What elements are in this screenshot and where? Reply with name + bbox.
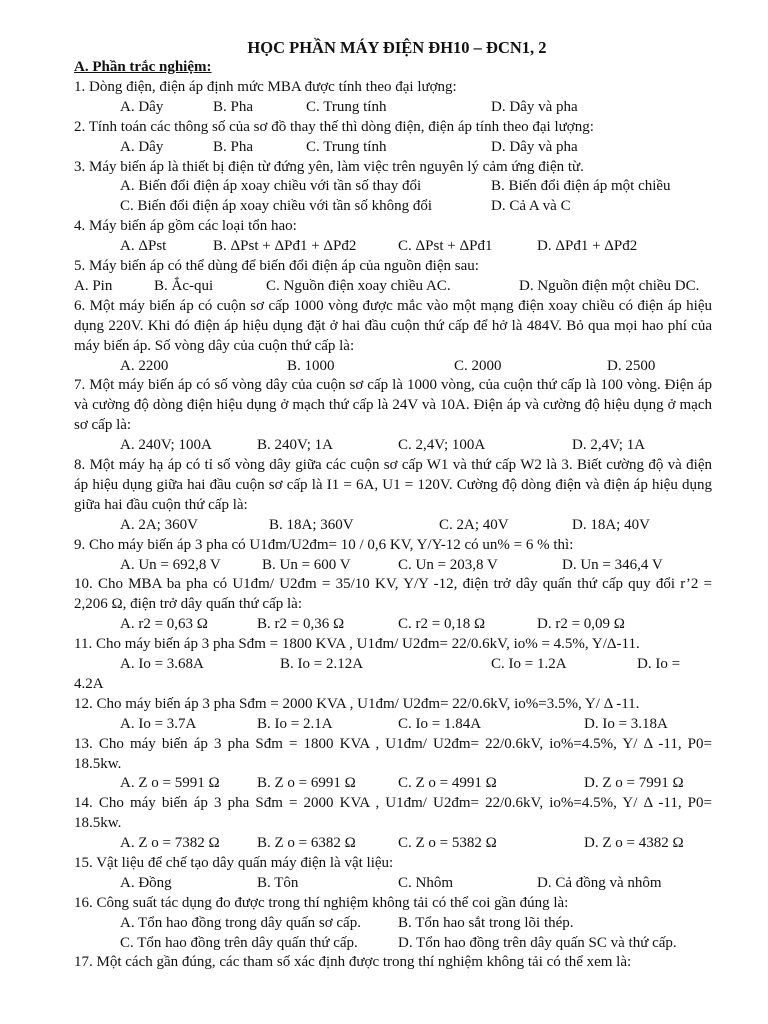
option-c: C. 2000	[454, 357, 502, 374]
option-b: B. Io = 2.12A	[280, 656, 364, 673]
option-b: B. 240V; 1A	[257, 437, 333, 454]
option-a: A. Z o = 7382 Ω	[120, 835, 220, 852]
option-c: C. Tổn hao đồng trên dây quấn thứ cấp.	[120, 934, 358, 951]
option-b: B. Pha	[213, 98, 254, 115]
option-d: D. Dây và pha	[491, 138, 578, 155]
option-c: C. Z o = 5382 Ω	[398, 835, 497, 852]
option-d: D. Z o = 7991 Ω	[584, 775, 684, 792]
question-4: 4. Máy biến áp gồm các loại tổn hao:	[74, 218, 297, 235]
question-2-options	[74, 138, 712, 158]
option-d: D. 2,4V; 1A	[572, 437, 646, 454]
question-6-options	[74, 357, 712, 377]
option-b: B. 18A; 360V	[269, 516, 354, 533]
option-a: A. 240V; 100A	[120, 437, 212, 454]
option-a: A. r2 = 0,63 Ω	[120, 616, 208, 633]
option-c: C. Io = 1.84A	[398, 715, 482, 732]
question-3-options-row1	[74, 177, 712, 197]
option-d: D. Tổn hao đồng trên dây quấn SC và thứ cấp.	[398, 934, 677, 951]
option-b: B. ΔPst + ΔPđ1 + ΔPđ2	[213, 238, 357, 255]
section-heading: A. Phần trắc nghiệm:	[74, 59, 212, 75]
option-c: C. r2 = 0,18 Ω	[398, 616, 486, 633]
question-5-options	[74, 277, 712, 297]
question-9-options	[74, 556, 712, 576]
option-a: A. Dây	[120, 138, 164, 155]
option-a: A. Z o = 5991 Ω	[120, 775, 220, 792]
option-c: C. Io = 1.2A	[491, 656, 567, 673]
option-b: B. Io = 2.1A	[257, 715, 333, 732]
question-1: 1. Dòng điện, điện áp định mức MBA được tính theo đại lượng:	[74, 78, 457, 95]
question-15-options	[74, 874, 712, 894]
option-d: D. Io = 3.18A	[584, 715, 668, 732]
option-d: D. Un = 346,4 V	[562, 556, 663, 573]
option-c: C. Biến đổi điện áp xoay chiều với tần số không đổi	[120, 198, 433, 215]
option-a: A. Dây	[120, 98, 164, 115]
option-a: A. ΔPst	[120, 238, 167, 255]
question-14-options	[74, 834, 712, 854]
question-5: 5. Máy biến áp có thể dùng để biến đổi điện áp của nguồn điện sau:	[74, 257, 479, 274]
question-13: 13. Cho máy biến áp 3 pha Sđm = 1800 KVA , U1đm/ U2đm= 22/0.6kV, io%=4.5%, Y/ Δ -11, P0= 18.5kw.	[74, 735, 712, 772]
question-8: 8. Một máy hạ áp có tỉ số vòng dây giữa các cuộn sơ cấp W1 và thứ cấp W2 là 3. Biết cường độ và điện áp hiệu dụng giữa hai đầu cuộn sơ cấp là I1 = 6A, U1 = 120V. Cường độ dòng điện và điện áp hiệu dụng giữa hai đầu cuộn thứ cấp là:	[74, 457, 712, 513]
question-4-options	[74, 237, 712, 257]
question-2: 2. Tính toán các thông số của sơ đồ thay thế thì dòng điện, điện áp tính theo đại lượng:	[74, 118, 594, 135]
option-c: C. Trung tính	[306, 98, 387, 115]
option-c: C. Nguồn điện xoay chiều AC.	[266, 277, 451, 294]
option-a: A. Un = 692,8 V	[120, 556, 221, 573]
question-7-options	[74, 436, 712, 456]
question-6: 6. Một máy biến áp có cuộn sơ cấp 1000 vòng được mắc vào một mạng điện xoay chiều có điện áp hiệu dụng 220V. Khi đó điện áp hiệu dụng đặt ở hai đầu cuộn thứ cấp để hở là 484V. Bỏ qua mọi hao phí của máy biến áp. Số vòng dây của cuộn thứ cấp là:	[74, 297, 712, 354]
option-b: B. r2 = 0,36 Ω	[257, 616, 345, 633]
option-b: B. 1000	[287, 357, 335, 374]
option-c: C. Trung tính	[306, 138, 387, 155]
question-10: 10. Cho MBA ba pha có U1đm/ U2đm = 35/10 KV, Y/Y -12, điện trở dây quấn thứ cấp quy đổi r’2 = 2,206 Ω, điện trở dây quấn thứ cấp là:	[74, 576, 712, 613]
question-12: 12. Cho máy biến áp 3 pha Sđm = 2000 KVA , U1đm/ U2đm= 22/0.6kV, io%=3.5%, Y/ Δ -11.	[74, 695, 640, 712]
question-10-options	[74, 615, 712, 635]
option-a: A. Biến đổi điện áp xoay chiều với tần số thay đổi	[120, 178, 422, 195]
option-a: A. Đồng	[120, 874, 172, 891]
option-a: A. Io = 3.68A	[120, 656, 204, 673]
option-c: C. 2A; 40V	[439, 516, 509, 533]
option-a: A. 2200	[120, 357, 169, 374]
option-c: C. Un = 203,8 V	[398, 556, 498, 573]
option-b: B. Z o = 6382 Ω	[257, 835, 356, 852]
option-a: A. Tổn hao đồng trong dây quấn sơ cấp.	[120, 914, 361, 931]
page-title: HỌC PHẦN MÁY ĐIỆN ĐH10 – ĐCN1, 2	[247, 38, 547, 57]
option-b: B. Tổn hao sắt trong lõi thép.	[398, 914, 574, 931]
question-1-options	[74, 98, 712, 118]
question-11-options	[74, 655, 712, 675]
option-b: B. Tôn	[257, 874, 299, 891]
question-17: 17. Một cách gần đúng, các tham số xác định được trong thí nghiệm không tải có thể xem là:	[74, 954, 632, 971]
question-16-options-row2	[74, 934, 712, 954]
option-d: D. Cả A và C	[491, 198, 571, 215]
option-d-value: 4.2A	[74, 675, 104, 692]
question-13-options	[74, 774, 712, 794]
option-c: C. Z o = 4991 Ω	[398, 775, 497, 792]
question-14: 14. Cho máy biến áp 3 pha Sđm = 2000 KVA , U1đm/ U2đm= 22/0.6kV, io%=4.5%, Y/ Δ -11, P0= 18.5kw.	[74, 795, 712, 832]
option-d: D. 18A; 40V	[572, 516, 650, 533]
option-d: D. Io =	[637, 656, 681, 673]
option-d: D. r2 = 0,09 Ω	[537, 616, 625, 633]
option-b: B. Ắc-qui	[154, 277, 214, 294]
option-d: D. 2500	[607, 357, 656, 374]
option-c: C. Nhôm	[398, 874, 454, 891]
option-d: D. Nguồn điện một chiều DC.	[519, 277, 700, 294]
question-16: 16. Công suất tác dụng đo được trong thí nghiệm không tải có thể coi gần đúng là:	[74, 894, 569, 911]
option-d: D. Dây và pha	[491, 98, 578, 115]
option-c: C. 2,4V; 100A	[398, 437, 486, 454]
option-d: D. Cả đồng và nhôm	[537, 874, 662, 891]
question-7: 7. Một máy biến áp có số vòng dây của cuộn sơ cấp là 1000 vòng, của cuộn thứ cấp là 100 vòng. Điện áp và cường độ dòng điện hiệu dụng ở mạch thứ cấp là 24V và 10A. Điện áp và cường độ hiệu dụng ở mạch sơ cấp là:	[74, 377, 712, 434]
question-12-options	[74, 715, 712, 735]
option-c: C. ΔPst + ΔPđ1	[398, 238, 493, 255]
option-d: D. Z o = 4382 Ω	[584, 835, 684, 852]
option-b: B. Pha	[213, 138, 254, 155]
question-11-wrap	[74, 675, 712, 695]
question-16-options-row1	[74, 914, 712, 934]
question-11: 11. Cho máy biến áp 3 pha Sđm = 1800 KVA , U1đm/ U2đm= 22/0.6kV, io% = 4.5%, Y/Δ-11.	[74, 636, 640, 653]
question-8-options	[74, 516, 712, 536]
option-a: A. Pin	[74, 277, 113, 294]
option-a: A. Io = 3.7A	[120, 715, 197, 732]
question-15: 15. Vật liệu để chế tạo dây quấn máy điện là vật liệu:	[74, 855, 394, 871]
option-b: B. Z o = 6991 Ω	[257, 775, 356, 792]
question-9: 9. Cho máy biến áp 3 pha có U1đm/U2đm= 10 / 0,6 KV, Y/Y-12 có un% = 6 % thì:	[74, 536, 574, 553]
question-3-options-row2	[74, 197, 712, 217]
option-b: B. Un = 600 V	[262, 556, 351, 573]
option-b: B. Biến đổi điện áp một chiều	[491, 178, 671, 195]
option-a: A. 2A; 360V	[120, 516, 198, 533]
option-d: D. ΔPđ1 + ΔPđ2	[537, 238, 638, 255]
question-3: 3. Máy biến áp là thiết bị điện từ đứng yên, làm việc trên nguyên lý cảm ứng điện từ.	[74, 158, 584, 175]
